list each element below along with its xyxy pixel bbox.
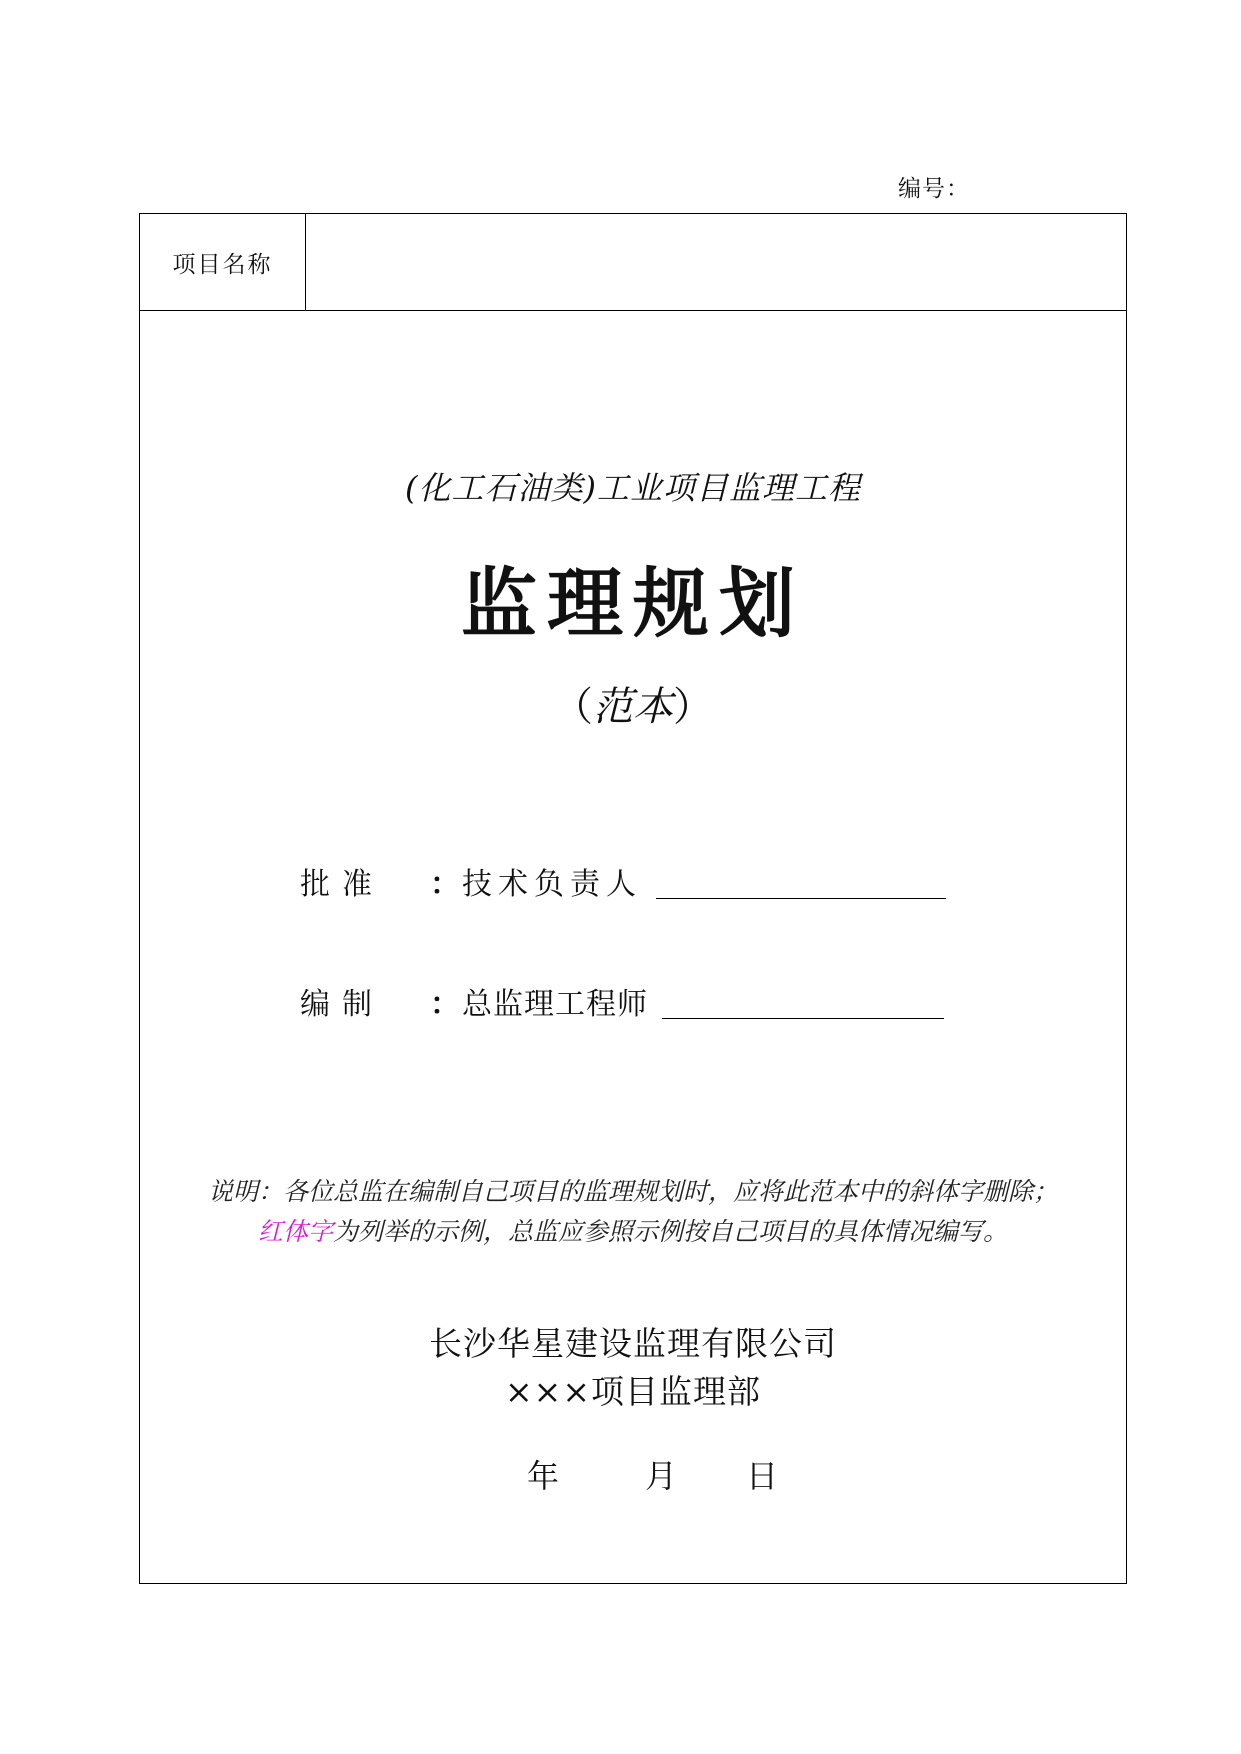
compilation-label: 编制 — [300, 987, 384, 1022]
red-text-example: 红体字 — [257, 1217, 333, 1246]
sample-word: 范本 — [593, 684, 673, 730]
cover-frame — [139, 213, 1127, 1584]
instruction-note-line-1: 说明：各位总监在编制自己项目的监理规划时，应将此范本中的斜体字删除； — [207, 1177, 1058, 1206]
compilation-role: 总监理工程师 — [462, 987, 648, 1022]
sample-open-paren: （ — [553, 684, 593, 730]
instruction-note-line-2 — [140, 1212, 1126, 1252]
sample-marker — [140, 675, 1126, 732]
approval-role: 技术负责人 — [462, 867, 642, 902]
document-title: 监理规划 — [461, 559, 805, 648]
compilation-row — [300, 979, 944, 1023]
department-name: ×××项目监理部 — [505, 1372, 761, 1411]
approval-colon: ： — [430, 867, 460, 902]
approval-label: 批准 — [300, 867, 384, 902]
company-name: 长沙华星建设监理有限公司 — [429, 1324, 837, 1363]
date-day-label: 日 — [746, 1457, 779, 1495]
instruction-note-line-2-rest: 为列举的示例，总监应参照示例按自己项目的具体情况编写。 — [333, 1217, 1009, 1246]
date-year-label: 年 — [527, 1457, 560, 1495]
compilation-signature-line[interactable] — [662, 988, 944, 1019]
sample-close-paren: ） — [673, 684, 713, 730]
project-name-label: 项目名称 — [140, 214, 306, 310]
date-month-label: 月 — [645, 1457, 678, 1495]
document-number-label: 编号： — [898, 176, 970, 202]
approval-signature-line[interactable] — [656, 868, 946, 899]
company-block — [140, 1320, 1126, 1416]
document-subtitle: (化工石油类)工业项目监理工程 — [405, 469, 861, 507]
project-name-field[interactable] — [306, 214, 1126, 310]
project-name-row — [140, 214, 1126, 311]
instruction-note — [140, 1172, 1126, 1252]
compilation-colon: ： — [430, 987, 460, 1022]
approval-row — [300, 859, 946, 903]
